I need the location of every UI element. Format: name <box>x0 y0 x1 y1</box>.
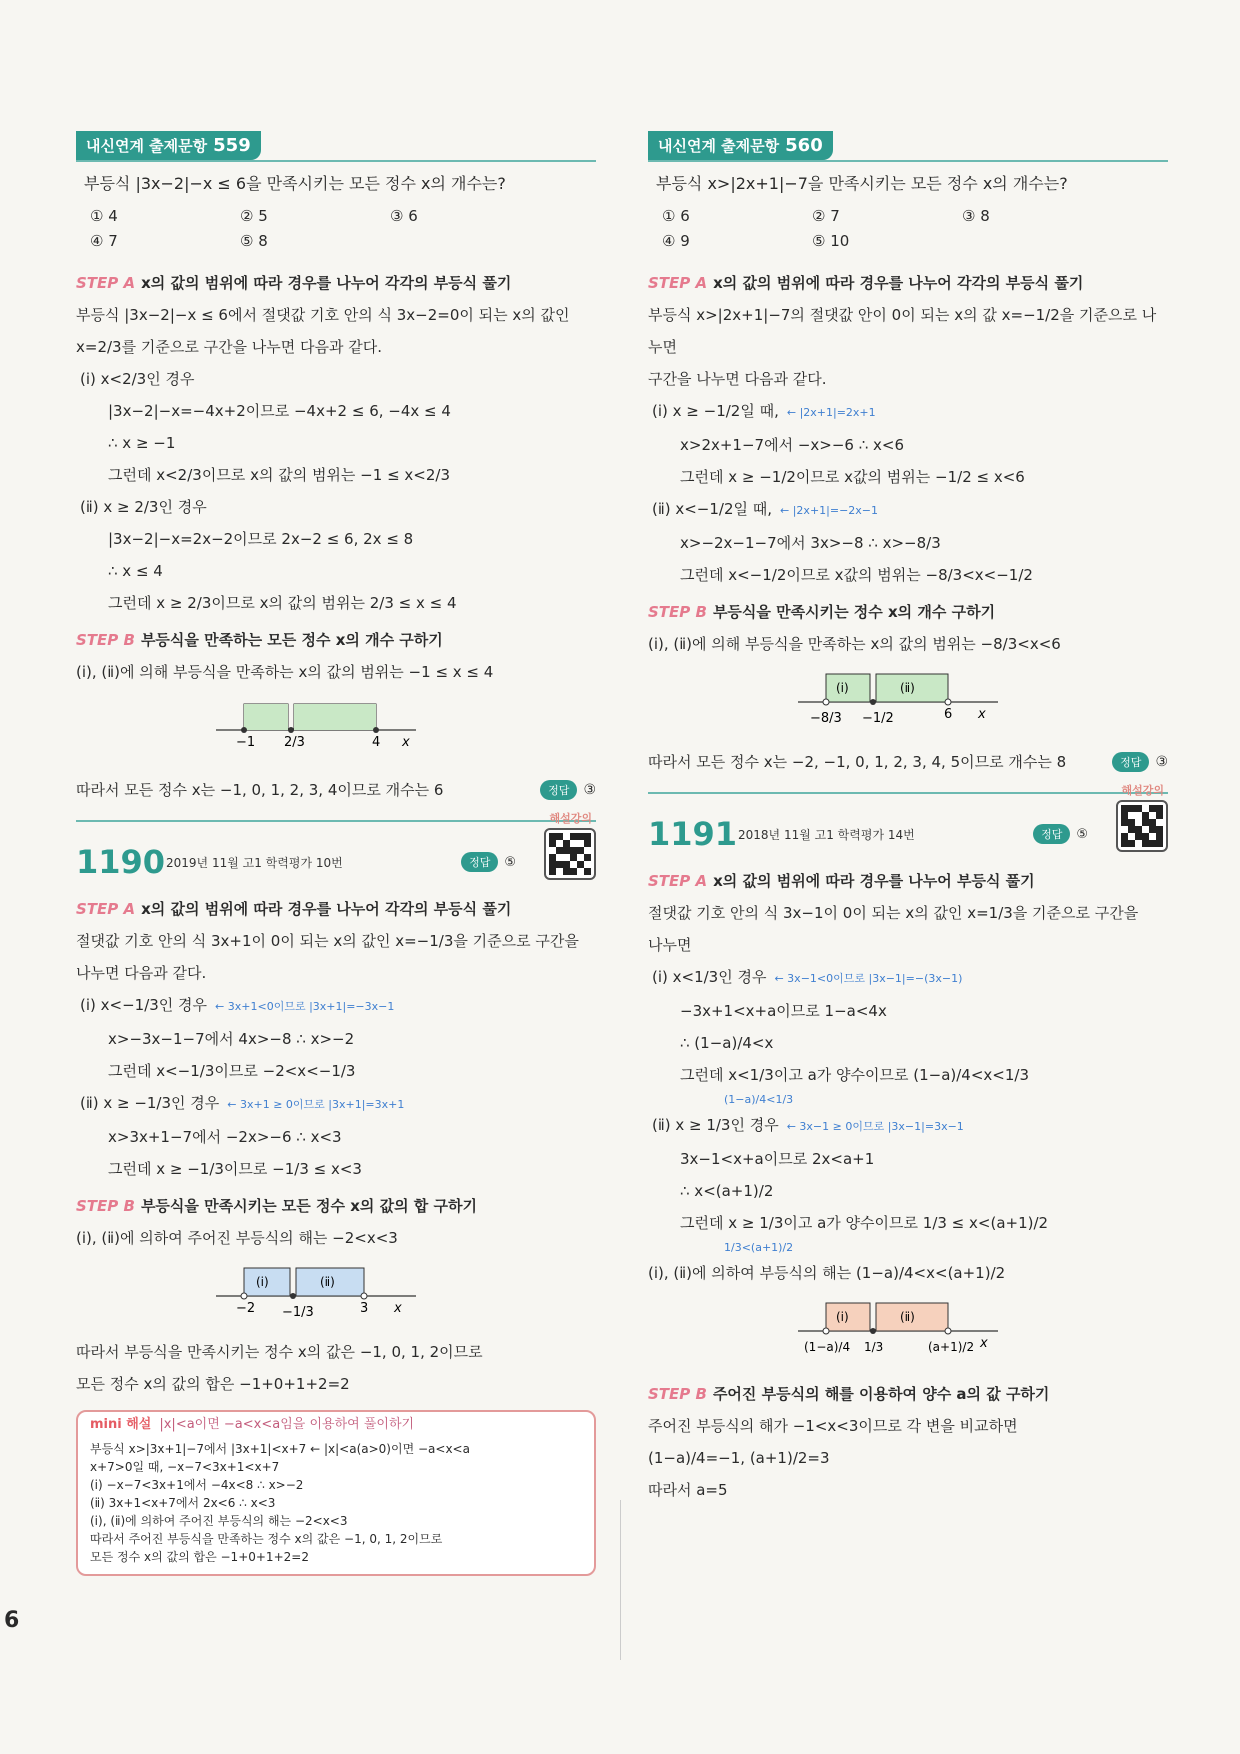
answer-badge: 정답 <box>540 780 577 800</box>
case-heading <box>652 1109 1168 1143</box>
hint: ← |2x+1|=−2x−1 <box>780 504 879 517</box>
case-heading <box>80 1087 596 1121</box>
step-label: STEP A <box>648 872 708 890</box>
endpoint <box>241 1293 247 1299</box>
step-title: x의 값의 범위에 따라 경우를 나누어 각각의 부등식 풀기 <box>141 900 512 918</box>
interval-fill <box>294 704 376 730</box>
step-title: x의 값의 범위에 따라 경우를 나누어 부등식 풀기 <box>713 872 1035 890</box>
text-line: 그런데 x ≥ −1/2이므로 x값의 범위는 −1/2 ≤ x<6 <box>680 468 1025 486</box>
p559-question: 부등식 |3x−2|−x ≤ 6을 만족시키는 모든 정수 x의 개수는? <box>84 174 506 193</box>
text-line: 그런데 x ≥ 1/3이고 a가 양수이므로 1/3 ≤ x<(a+1)/2 <box>680 1214 1049 1232</box>
endpoint <box>288 727 294 733</box>
p559-tag <box>76 131 261 160</box>
answer-value: ⑤ <box>504 854 516 870</box>
p560-number-line <box>648 666 1168 736</box>
hint: ← 3x+1<0이므로 |3x+1|=−3x−1 <box>215 1000 395 1013</box>
mini-explanation-box <box>76 1410 596 1576</box>
note: (1−a)/4<1/3 <box>724 1093 794 1106</box>
text-line: x=2/3를 기준으로 구간을 나누면 다음과 같다. <box>76 338 383 356</box>
step-title: x의 값의 범위에 따라 경우를 나누어 각각의 부등식 풀기 <box>141 274 512 292</box>
problem-number: 1191 <box>648 815 738 853</box>
tick-label: −1 <box>236 735 256 750</box>
case-heading-text: (ⅱ) x ≥ 1/3인 경우 <box>652 1116 779 1134</box>
p559-choices <box>90 204 596 254</box>
p559-number-line <box>76 694 596 764</box>
mini-line: (ⅱ) 3x+1<x+7에서 2x<6 ∴ x<3 <box>90 1496 276 1510</box>
step-label: STEP B <box>648 603 707 621</box>
note: 1/3<(a+1)/2 <box>724 1241 794 1254</box>
conclusion: 모든 정수 x의 값의 합은 −1+0+1+2=2 <box>76 1375 350 1393</box>
conclusion: 따라서 부등식을 만족시키는 정수 x의 값은 −1, 0, 1, 2이므로 <box>76 1343 483 1361</box>
answer-badge: 정답 <box>461 852 498 872</box>
text-line: ∴ x<(a+1)/2 <box>680 1182 774 1200</box>
endpoint <box>823 699 829 705</box>
tick-label: 4 <box>372 735 381 750</box>
step-label: STEP A <box>76 274 136 292</box>
right-column <box>648 130 1168 1506</box>
left-column <box>76 130 596 1576</box>
text-line: |3x−2|−x=−4x+2이므로 −4x+2 ≤ 6, −4x ≤ 4 <box>108 402 451 420</box>
step-title: 부등식을 만족하는 모든 정수 x의 개수 구하기 <box>140 631 443 649</box>
p559-number: 559 <box>213 134 251 156</box>
case-heading <box>652 493 1168 527</box>
p1191-stepA <box>648 870 1168 891</box>
endpoint <box>945 699 951 705</box>
text-line: x>−3x−1−7에서 4x>−8 ∴ x>−2 <box>108 1030 355 1048</box>
mini-label: mini 해설 <box>90 1417 152 1432</box>
endpoint <box>870 699 876 705</box>
text-line: 3x−1<x+a이므로 2x<a+1 <box>680 1150 875 1168</box>
qr-label: 해설강의 <box>549 812 592 825</box>
mini-line: 따라서 주어진 부등식을 만족하는 정수 x의 값은 −1, 0, 1, 2이므로 <box>90 1532 443 1546</box>
choice[interactable]: ④ 9 <box>662 232 690 250</box>
answer-badge: 정답 <box>1033 824 1070 844</box>
problem-number: 1190 <box>76 843 166 881</box>
endpoint <box>373 727 379 733</box>
qr-code-icon[interactable] <box>544 828 596 880</box>
conclusion: 따라서 모든 정수 x는 −1, 0, 1, 2, 3, 4이므로 개수는 6 <box>76 781 444 799</box>
interval-fill <box>244 704 288 730</box>
endpoint <box>823 1328 829 1334</box>
p559-stepB <box>76 629 596 650</box>
case-heading <box>652 961 1168 995</box>
step-title: 부등식을 만족시키는 정수 x의 개수 구하기 <box>712 603 996 621</box>
p560-stepB <box>648 601 1168 622</box>
region-label: (ⅰ) <box>836 681 849 695</box>
text-line: −3x+1<x+a이므로 1−a<4x <box>680 1002 887 1020</box>
choice[interactable]: ② 5 <box>240 207 268 225</box>
p560-question: 부등식 x>|2x+1|−7을 만족시키는 모든 정수 x의 개수는? <box>656 174 1068 193</box>
tick-label: (1−a)/4 <box>804 1340 851 1354</box>
text-line: (ⅰ), (ⅱ)에 의해 부등식을 만족하는 x의 값의 범위는 −1 ≤ x ≤ 4 <box>76 663 494 681</box>
choice[interactable]: ① 4 <box>90 207 118 225</box>
text-line: x>2x+1−7에서 −x>−6 ∴ x<6 <box>680 436 905 454</box>
answer-value: ⑤ <box>1076 826 1088 842</box>
tick-label: 3 <box>360 1301 369 1316</box>
text-line: 그런데 x<−1/3이므로 −2<x<−1/3 <box>108 1062 356 1080</box>
p559-stepA <box>76 272 596 293</box>
text-line: 부등식 x>|2x+1|−7의 절댓값 안이 0이 되는 x의 값 x=−1/2을 기준으로 나누면 <box>648 306 1157 356</box>
mini-line: (ⅰ) −x−7<3x+1에서 −4x<8 ∴ x>−2 <box>90 1478 304 1492</box>
case-heading: (ⅰ) x<2/3인 경우 <box>80 370 195 388</box>
p559-tagbar <box>76 130 596 162</box>
mini-title <box>90 1416 582 1434</box>
choice[interactable]: ② 7 <box>812 207 840 225</box>
hint: ← |2x+1|=2x+1 <box>786 406 876 419</box>
text-line: 그런데 x<−1/2이므로 x값의 범위는 −8/3<x<−1/2 <box>680 566 1033 584</box>
tick-label: −1/2 <box>862 711 894 726</box>
tick-label: −2 <box>236 1301 256 1316</box>
p1190-number-line <box>76 1260 596 1326</box>
tick-label: (a+1)/2 <box>928 1340 975 1354</box>
answer-value: ③ <box>583 782 596 798</box>
choice[interactable]: ③ 8 <box>962 207 990 225</box>
step-label: STEP B <box>76 1197 135 1215</box>
case-heading <box>652 395 1168 429</box>
conclusion: 따라서 a=5 <box>648 1481 728 1499</box>
axis-label: x <box>394 1301 402 1316</box>
axis-label: x <box>402 735 410 750</box>
p560-number: 560 <box>785 134 823 156</box>
text-line: (ⅰ), (ⅱ)에 의해 부등식을 만족하는 x의 값의 범위는 −8/3<x<6 <box>648 635 1061 653</box>
qr-code-icon[interactable] <box>1116 800 1168 852</box>
region-label: (ⅱ) <box>900 681 915 695</box>
p560-tag-label: 내신연계 출제문항 <box>658 136 780 155</box>
p1190-header <box>76 812 596 888</box>
region-label: (ⅱ) <box>900 1310 915 1324</box>
p560-tagbar <box>648 130 1168 162</box>
choice[interactable]: ⑤ 10 <box>812 232 850 250</box>
hint: ← 3x−1<0이므로 |3x−1|=−(3x−1) <box>774 972 963 985</box>
tick-label: 2/3 <box>284 735 305 750</box>
p560-answer-row <box>648 746 1168 778</box>
case-heading-text: (ⅱ) x ≥ −1/3인 경우 <box>80 1094 220 1112</box>
qr-label: 해설강의 <box>1121 784 1164 797</box>
step-label: STEP A <box>648 274 708 292</box>
mini-line: (ⅰ), (ⅱ)에 의하여 주어진 부등식의 해는 −2<x<3 <box>90 1514 348 1528</box>
text-line: 그런데 x ≥ −1/3이므로 −1/3 ≤ x<3 <box>108 1160 362 1178</box>
page-number: 6 <box>4 1608 20 1633</box>
region-label: (ⅰ) <box>256 1275 269 1289</box>
step-title: 주어진 부등식의 해를 이용하여 양수 a의 값 구하기 <box>712 1385 1050 1403</box>
answer-badge: 정답 <box>1112 752 1149 772</box>
p560-stepA <box>648 272 1168 293</box>
text-line: 그런데 x<2/3이므로 x의 값의 범위는 −1 ≤ x<2/3 <box>108 466 450 484</box>
step-title: 부등식을 만족시키는 모든 정수 x의 값의 합 구하기 <box>140 1197 477 1215</box>
case-heading-text: (ⅰ) x ≥ −1/2일 때, <box>652 402 779 420</box>
answer-value: ③ <box>1155 754 1168 770</box>
step-title: x의 값의 범위에 따라 경우를 나누어 각각의 부등식 풀기 <box>713 274 1084 292</box>
step-label: STEP B <box>648 1385 707 1403</box>
text-line: x>3x+1−7에서 −2x>−6 ∴ x<3 <box>108 1128 342 1146</box>
p1190-stepA <box>76 898 596 919</box>
mini-line: 부등식 x>|3x+1|−7에서 |3x+1|<x+7 ← |x|<a(a>0)이면 −a<x<a <box>90 1442 470 1456</box>
text-line: x>−2x−1−7에서 3x>−8 ∴ x>−8/3 <box>680 534 941 552</box>
p1191-header <box>648 784 1168 860</box>
p1191-number-line <box>648 1295 1168 1363</box>
axis-label: x <box>980 1336 988 1351</box>
text-line: ∴ (1−a)/4<x <box>680 1034 774 1052</box>
hint: ← 3x+1 ≥ 0이므로 |3x+1|=3x+1 <box>227 1098 405 1111</box>
choice[interactable]: ④ 7 <box>90 232 118 250</box>
text-line: (ⅰ), (ⅱ)에 의하여 주어진 부등식의 해는 −2<x<3 <box>76 1229 398 1247</box>
case-heading-text: (ⅱ) x<−1/2일 때, <box>652 500 773 518</box>
mini-line: x+7>0일 때, −x−7<3x+1<x+7 <box>90 1460 280 1474</box>
case-heading <box>80 989 596 1023</box>
mini-title-text: |x|<a이면 −a<x<a임을 이용하여 풀이하기 <box>159 1417 415 1432</box>
p560-choices <box>662 204 1168 254</box>
step-label: STEP B <box>76 631 135 649</box>
text-line: 부등식 |3x−2|−x ≤ 6에서 절댓값 기호 안의 식 3x−2=0이 되는 x의 값인 <box>76 306 570 324</box>
text-line: 그런데 x<1/3이고 a가 양수이므로 (1−a)/4<x<1/3 <box>680 1066 1030 1084</box>
text-line: 나누면 다음과 같다. <box>76 964 207 982</box>
text-line: (1−a)/4=−1, (a+1)/2=3 <box>648 1449 830 1467</box>
problem-source: 2019년 11월 고1 학력평가 10번 <box>166 855 343 870</box>
endpoint <box>945 1328 951 1334</box>
conclusion: 따라서 모든 정수 x는 −2, −1, 0, 1, 2, 3, 4, 5이므로 개수는 8 <box>648 753 1067 771</box>
tick-label: −1/3 <box>282 1305 314 1320</box>
tick-label: 6 <box>944 707 953 722</box>
endpoint <box>870 1328 876 1334</box>
endpoint <box>241 727 247 733</box>
region-label: (ⅰ) <box>836 1310 849 1324</box>
choice[interactable]: ① 6 <box>662 207 690 225</box>
hint: ← 3x−1 ≥ 0이므로 |3x−1|=3x−1 <box>786 1120 964 1133</box>
p560-tag <box>648 131 833 160</box>
text-line: 절댓값 기호 안의 식 3x−1이 0이 되는 x의 값인 x=1/3을 기준으로 구간을 <box>648 904 1139 922</box>
p1190-stepB <box>76 1195 596 1216</box>
p1191-stepB <box>648 1383 1168 1404</box>
text-line: 절댓값 기호 안의 식 3x+1이 0이 되는 x의 값인 x=−1/3을 기준으로 구간을 <box>76 932 579 950</box>
separator <box>648 792 1168 794</box>
separator <box>76 820 596 822</box>
text-line: 주어진 부등식의 해가 −1<x<3이므로 각 변을 비교하면 <box>648 1417 1018 1435</box>
endpoint <box>361 1293 367 1299</box>
case-heading: (ⅱ) x ≥ 2/3인 경우 <box>80 498 207 516</box>
text-line: |3x−2|−x=2x−2이므로 2x−2 ≤ 6, 2x ≤ 8 <box>108 530 414 548</box>
text-line: 구간을 나누면 다음과 같다. <box>648 370 827 388</box>
tick-label: 1/3 <box>864 1340 884 1354</box>
p559-tag-label: 내신연계 출제문항 <box>86 136 208 155</box>
p559-answer-row <box>76 774 596 806</box>
choice[interactable]: ③ 6 <box>390 207 418 225</box>
axis-label: x <box>978 707 986 722</box>
text-line: ∴ x ≥ −1 <box>108 434 176 452</box>
text-line: (ⅰ), (ⅱ)에 의하여 부등식의 해는 (1−a)/4<x<(a+1)/2 <box>648 1264 1006 1282</box>
region-label: (ⅱ) <box>320 1275 335 1289</box>
text-line: ∴ x ≤ 4 <box>108 562 163 580</box>
column-divider <box>620 1500 621 1660</box>
case-heading-text: (ⅰ) x<1/3인 경우 <box>652 968 767 986</box>
case-heading-text: (ⅰ) x<−1/3인 경우 <box>80 996 208 1014</box>
endpoint <box>290 1293 296 1299</box>
tick-label: −8/3 <box>810 711 842 726</box>
step-label: STEP A <box>76 900 136 918</box>
problem-source: 2018년 11월 고1 학력평가 14번 <box>738 827 915 842</box>
choice[interactable]: ⑤ 8 <box>240 232 268 250</box>
text-line: 그런데 x ≥ 2/3이므로 x의 값의 범위는 2/3 ≤ x ≤ 4 <box>108 594 457 612</box>
mini-line: 모든 정수 x의 값의 합은 −1+0+1+2=2 <box>90 1550 309 1564</box>
text-line: 나누면 <box>648 936 692 954</box>
